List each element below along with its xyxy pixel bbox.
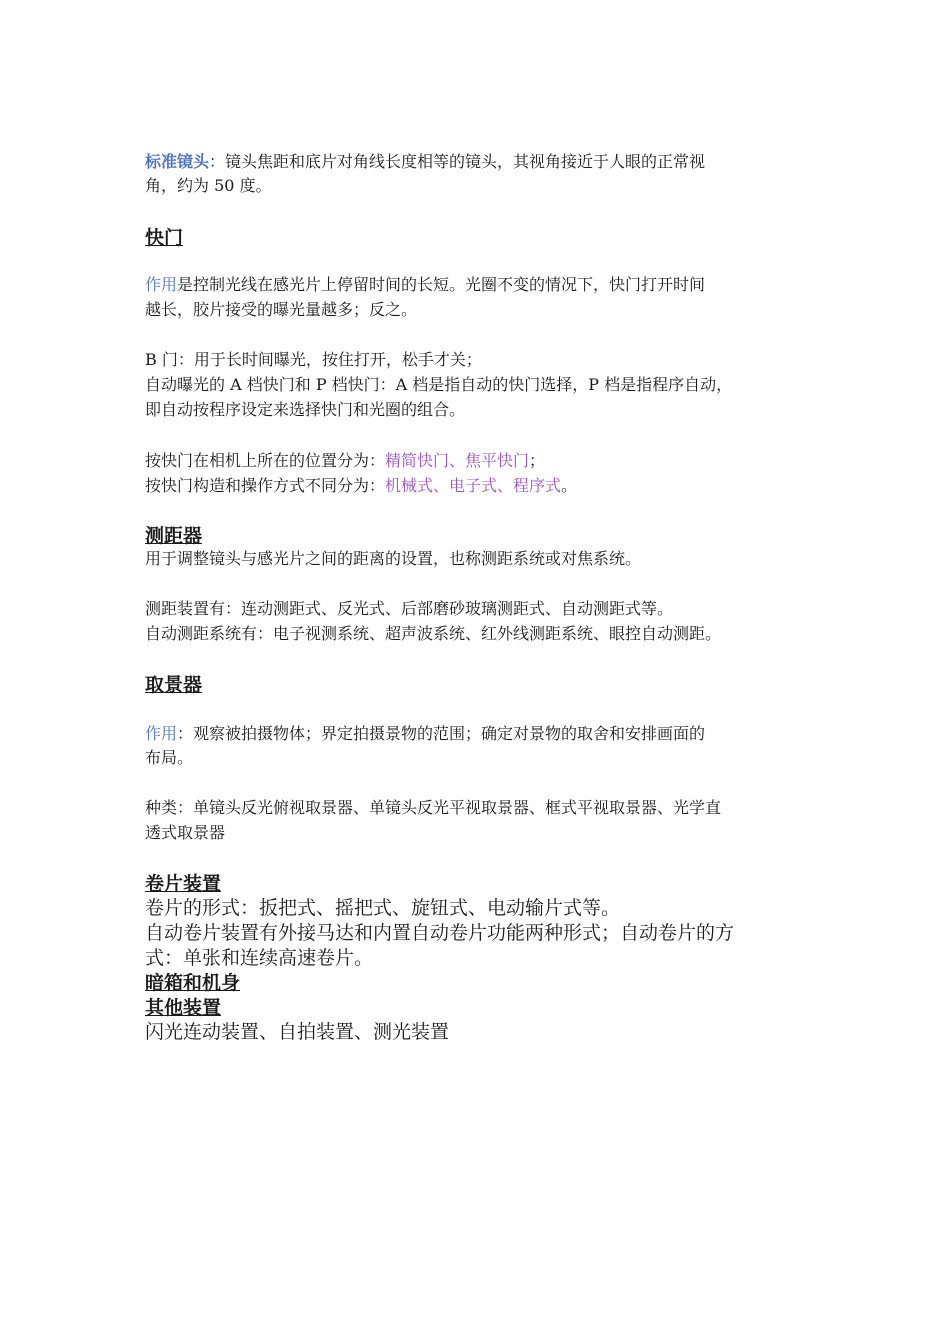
shutter-auto-line2: 即自动按程序设定来选择快门和光圈的组合。: [145, 400, 466, 419]
shutter-position-line: [145, 449, 810, 473]
viewfinder-types-line1: 种类：单镜头反光俯视取景器、单镜头反光平视取景器、框式平视取景器、光学直: [145, 798, 722, 817]
shutter-position-suffix: ；: [529, 451, 546, 470]
shutter-purpose-term: 作用: [145, 275, 178, 294]
shutter-position-prefix: 按快门在相机上所在的位置分为：: [145, 451, 386, 470]
shutter-purpose-line1: [145, 273, 810, 297]
shutter-construct-suffix: 。: [561, 476, 578, 495]
rangefinder-desc: 用于调整镜头与感光片之间的距离的设置，也称测距系统或对焦系统。: [145, 549, 642, 568]
shutter-construct-prefix: 按快门构造和操作方式不同分为：: [145, 476, 386, 495]
shutter-construct-line: [145, 474, 810, 498]
shutter-position-types: 精简快门、焦平快门: [385, 451, 530, 470]
std-lens-term: 标准镜头: [145, 152, 210, 171]
shutter-purpose-line2: 越长，胶片接受的曝光量越多；反之。: [145, 300, 418, 319]
shutter-purpose-text: 是控制光线在感光片上停留时间的长短。光圈不变的情况下，快门打开时间: [177, 275, 706, 294]
std-lens-line1: [145, 150, 810, 174]
film-advance-forms: 卷片的形式：扳把式、摇把式、旋钮式、电动输片式等。: [145, 897, 621, 919]
rangefinder-auto-systems: 自动测距系统有：电子视测系统、超声波系统、红外线测距系统、眼控自动测距。: [145, 624, 722, 643]
shutter-heading: 快门: [145, 227, 184, 249]
rangefinder-heading: 测距器: [145, 525, 203, 547]
std-lens-text: ：镜头焦距和底片对角线长度相等的镜头，其视角接近于人眼的正常视: [209, 152, 706, 171]
shutter-b-gate: B 门：用于长时间曝光，按住打开，松手才关；: [145, 350, 482, 369]
shutter-auto-line1: 自动曝光的 A 档快门和 P 档快门：A 档是指自动的快门选择，P 档是指程序自动，: [145, 375, 733, 394]
film-advance-auto-line2: 式：单张和连续高速卷片。: [145, 947, 374, 969]
viewfinder-types-line2: 透式取景器: [145, 823, 226, 842]
darkbox-heading: 暗箱和机身: [145, 972, 241, 994]
shutter-construct-types: 机械式、电子式、程序式: [385, 476, 562, 495]
film-advance-heading: 卷片装置: [145, 873, 222, 895]
film-advance-auto-line1: 自动卷片装置有外接马达和内置自动卷片功能两种形式；自动卷片的方: [145, 922, 735, 944]
viewfinder-purpose-line1: [145, 722, 810, 746]
viewfinder-purpose-text: ：观察被拍摄物体；界定拍摄景物的范围；确定对景物的取舍和安排画面的: [177, 724, 706, 743]
viewfinder-purpose-line2: 布局。: [145, 748, 194, 767]
viewfinder-heading: 取景器: [145, 674, 203, 696]
other-heading: 其他装置: [145, 997, 222, 1019]
viewfinder-purpose-term: 作用: [145, 724, 178, 743]
other-items: 闪光连动装置、自拍装置、测光装置: [145, 1021, 450, 1043]
rangefinder-devices: 测距装置有：连动测距式、反光式、后部磨砂玻璃测距式、自动测距式等。: [145, 599, 674, 618]
std-lens-line2: 角，约为 50 度。: [145, 176, 272, 195]
